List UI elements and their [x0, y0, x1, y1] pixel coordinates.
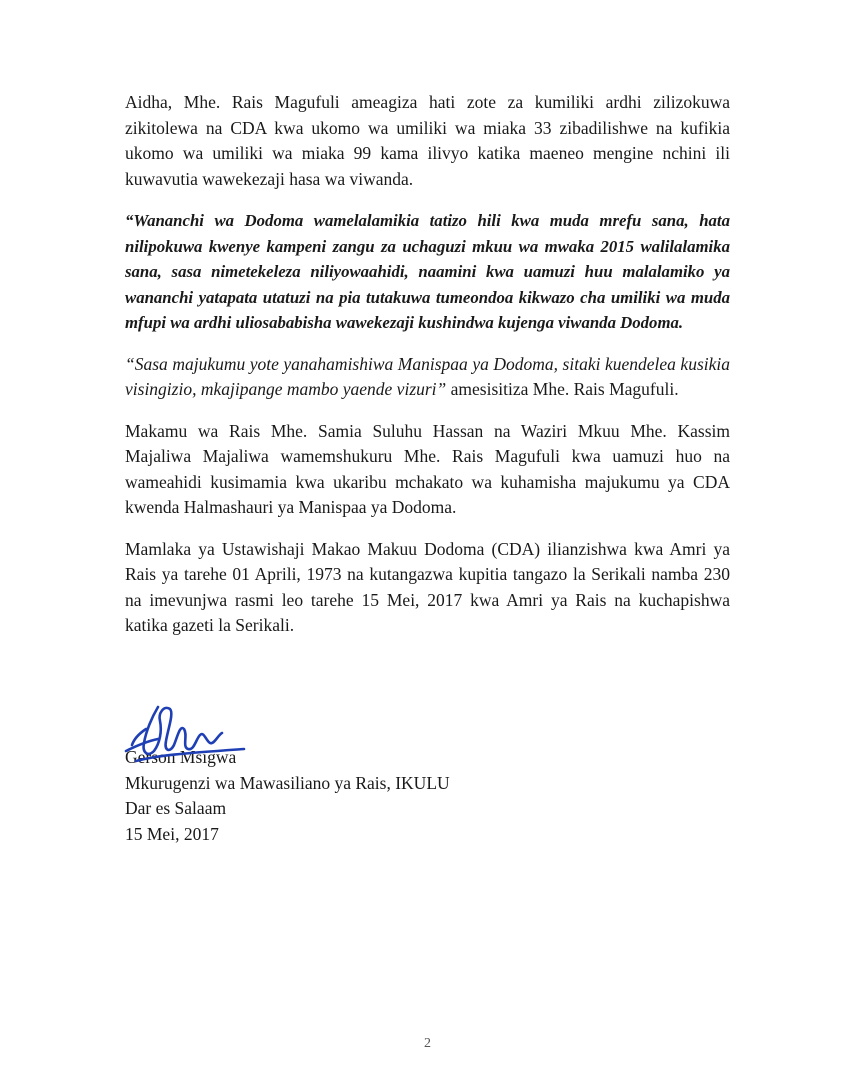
paragraph-cda-history: Mamlaka ya Ustawishaji Makao Makuu Dodoma (CDA) ilianzishwa kwa Amri ya Rais ya tarehe 01 Aprili, 1973 na kutangazwa kupitia tangazo la Serikali namba 230 na imevunjwa rasmi leo tarehe 15 Mei, 2017 kwa Amri ya Rais na kuchapishwa katika gazeti la Serikali. [125, 538, 730, 635]
paragraph-shukrani: Makamu wa Rais Mhe. Samia Suluhu Hassan na Waziri Mkuu Mhe. Kassim Majaliwa Majaliwa wamemshukuru Mhe. Rais Magufuli kwa uamuzi huo na wameahidi kusimamia kwa ukaribu mchakato wa kuhamisha majukumu ya CDA kwenda Halmashauri ya Manispaa ya Dodoma. [125, 420, 730, 517]
quote-attribution: amesisitiza Mhe. Rais Magufuli. [446, 379, 679, 399]
signatory-title: Mkurugenzi wa Mawasiliano ya Rais, IKULU [125, 772, 450, 793]
paragraph-hati-ardhi: Aidha, Mhe. Rais Magufuli ameagiza hati zote za kumiliki ardhi zilizokuwa zikitolewa na CDA kwa ukomo wa umiliki wa miaka 33 zibadilishwe na kufikia ukomo wa umiliki wa miaka 99 kama ilivyo katika maeneo mengine nchini ili kuwavutia wawekezaji hasa wa viwanda. [125, 92, 730, 189]
handwritten-signature-icon [118, 695, 253, 770]
signature-date: 15 Mei, 2017 [125, 823, 219, 844]
document-body [125, 90, 730, 655]
paragraph-quote-wananchi: “Wananchi wa Dodoma wamelalamikia tatizo hili kwa muda mrefu sana, hata nilipokuwa kwenye kampeni zangu za uchaguzi mkuu wa mwaka 2015 walilalamika sana, sasa nimetekeleza niliyowaahidi, naamini kwa uamuzi huu malalamiko ya wananchi yatapata utatuzi na pia tutakuwa tumeondoa kikwazo cha umiliki wa muda mfupi wa ardhi uliosababisha wawekezaji kushindwa kujenga viwanda Dodoma. [125, 211, 730, 332]
signatory-location: Dar es Salaam [125, 798, 227, 818]
signatory-name: Gerson Msigwa [125, 747, 237, 767]
inline-quote: “Sasa majukumu yote yanahamishiwa Manispaa ya Dodoma, sitaki kuendelea kusikia visingizio, mkajipange mambo yaende vizuri” [125, 353, 730, 399]
page-number: 2 [424, 1036, 431, 1051]
paragraph-quote-majukumu [125, 352, 730, 403]
